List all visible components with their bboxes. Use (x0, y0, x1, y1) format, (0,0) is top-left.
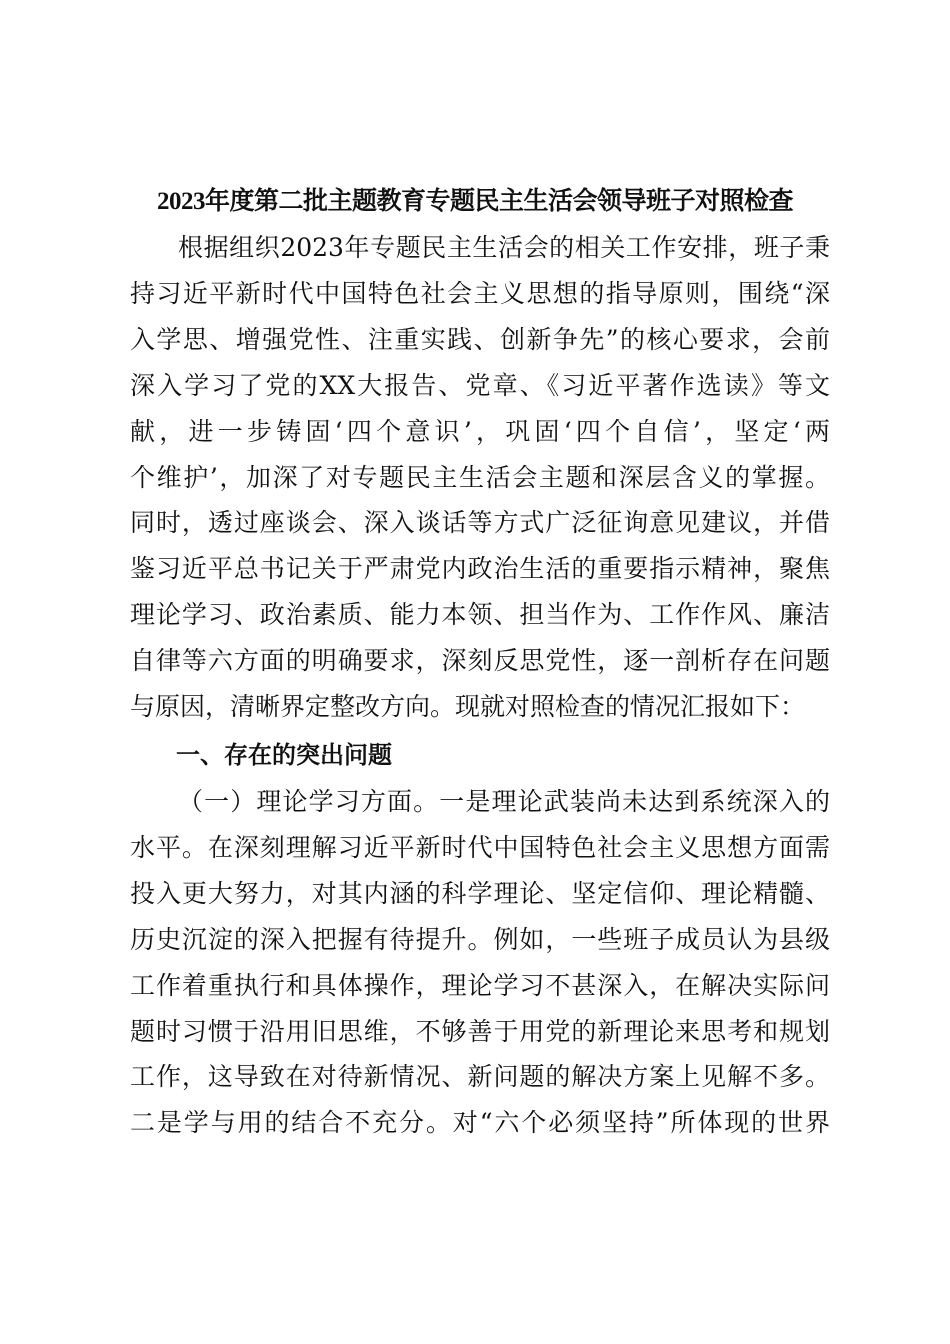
text-line: 自律等六方面的明确要求，深刻反思党性，逐一剖析存在问题 (130, 646, 830, 676)
text-line: 水平。在深刻理解习近平新时代中国特色社会主义思想方面需 (130, 832, 830, 862)
text-line: 历史沉淀的深入把握有待提升。例如，一些班子成员认为县级 (130, 924, 830, 954)
text-line: 入学思、增强党性、注重实践、创新争先”的核心要求，会前 (130, 324, 830, 354)
text-line: 持习近平新时代中国特色社会主义思想的指导原则，围绕“深 (130, 278, 830, 308)
text-line: 献，进一步铸固‘四个意识’，巩固‘四个自信’，坚定‘两 (130, 416, 830, 446)
text-line: 题时习惯于沿用旧思维，不够善于用党的新理论来思考和规划 (130, 1016, 830, 1046)
text-line: 同时，透过座谈会、深入谈话等方式广泛征询意见建议，并借 (130, 508, 830, 538)
section-heading: 一、存在的突出问题 (176, 741, 392, 769)
text-line: 与原因，清晰界定整改方向。现就对照检查的情况汇报如下： (130, 692, 806, 721)
text-line: 根据组织2023年专题民主生活会的相关工作安排，班子秉 (178, 233, 830, 262)
text-line: 个维护’，加深了对专题民主生活会主题和深层含义的掌握。 (130, 462, 830, 492)
document-title: 2023年度第二批主题教育专题民主生活会领导班子对照检查 (156, 188, 793, 215)
text-line: （一）理论学习方面。一是理论武装尚未达到系统深入的 (178, 787, 830, 816)
text-line: 理论学习、政治素质、能力本领、担当作为、工作作风、廉洁 (130, 600, 830, 630)
text-line: 投入更大努力，对其内涵的科学理论、坚定信仰、理论精髓、 (130, 878, 830, 908)
text-line: 工作着重执行和具体操作，理论学习不甚深入，在解决实际问 (130, 970, 830, 1000)
text-line: 鉴习近平总书记关于严肃党内政治生活的重要指示精神，聚焦 (130, 554, 830, 584)
text-line: 工作，这导致在对待新情况、新问题的解决方案上见解不多。 (130, 1062, 830, 1092)
text-line: 深入学习了党的XX大报告、党章、《习近平著作选读》等文 (130, 370, 830, 400)
text-line: 二是学与用的结合不充分。对“六个必须坚持”所体现的世界 (130, 1108, 830, 1138)
